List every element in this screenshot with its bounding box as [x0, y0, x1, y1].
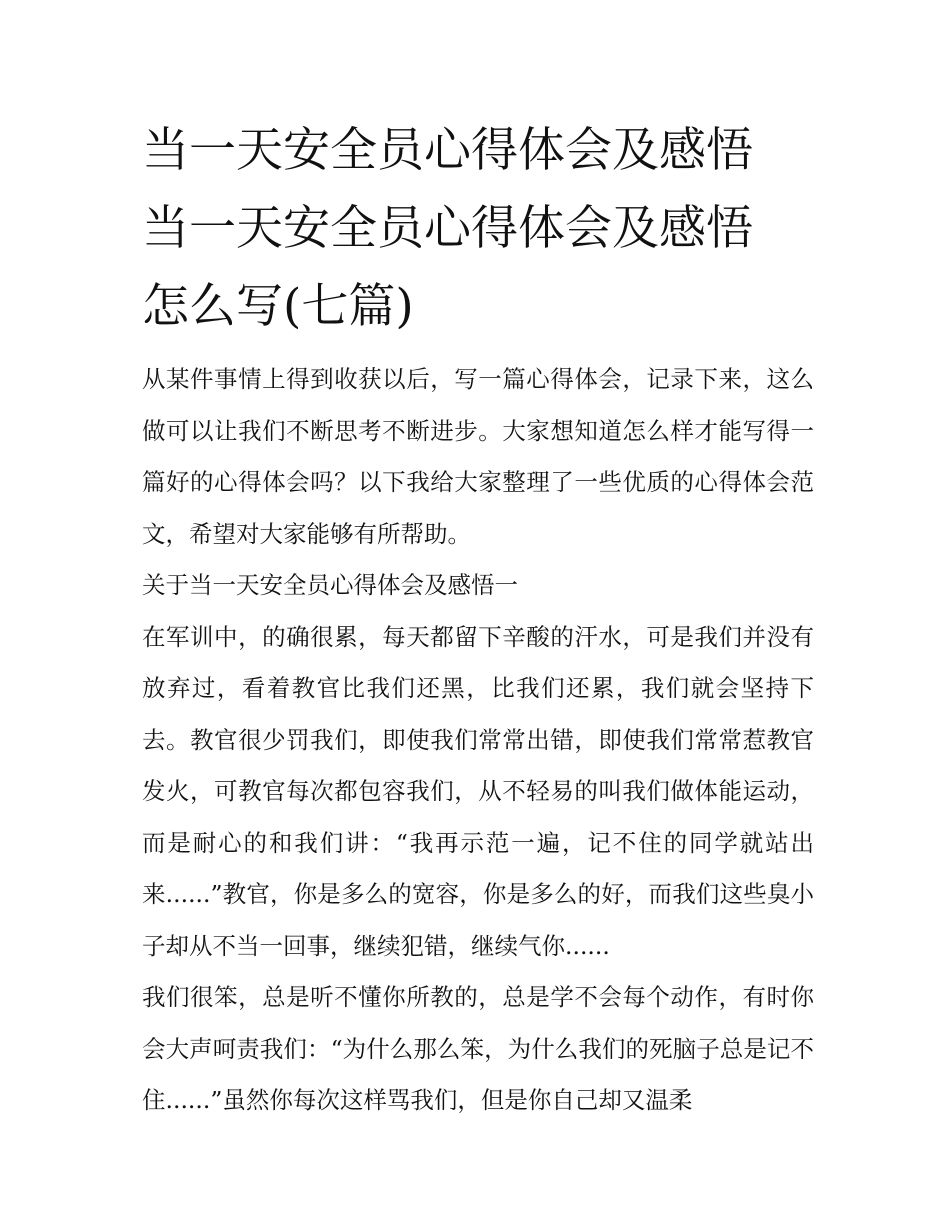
- title-line: 当一天安全员心得体会及感悟: [142, 201, 753, 256]
- document-body: [142, 354, 814, 1127]
- body-paragraph: 在军训中，的确很累，每天都留下辛酸的汗水，可是我们并没有放弃过，看着教官比我们还黑，比我们还累，我们就会坚持下去。教官很少罚我们，即使我们常常出错，即使我们常常惹教官发火，可教官每次都包容我们，从不轻易的叫我们做体能运动，而是耐心的和我们讲：“我再示范一遍，记不住的同学就站出来......”教官，你是多么的宽容，你是多么的好，而我们这些臭小子却从不当一回事，继续犯错，继续气你......: [142, 622, 814, 960]
- intro-paragraph: 从某件事情上得到收获以后，写一篇心得体会，记录下来，这么做可以让我们不断思考不断进步。大家想知道怎么样才能写得一篇好的心得体会吗？以下我给大家整理了一些优质的心得体会范文，希望对大家能够有所帮助。: [142, 365, 814, 548]
- title-line: 怎么写(七篇): [142, 279, 414, 334]
- document-title: [142, 112, 822, 346]
- body-paragraph: 我们很笨，总是听不懂你所教的，总是学不会每个动作，有时你会大声呵责我们：“为什么那么笨，为什么我们的死脑子总是记不住......”虽然你每次这样骂我们，但是你自己却又温柔: [142, 983, 814, 1114]
- section-heading: 关于当一天安全员心得体会及感悟一: [142, 571, 518, 599]
- title-line: 当一天安全员心得体会及感悟: [142, 123, 753, 178]
